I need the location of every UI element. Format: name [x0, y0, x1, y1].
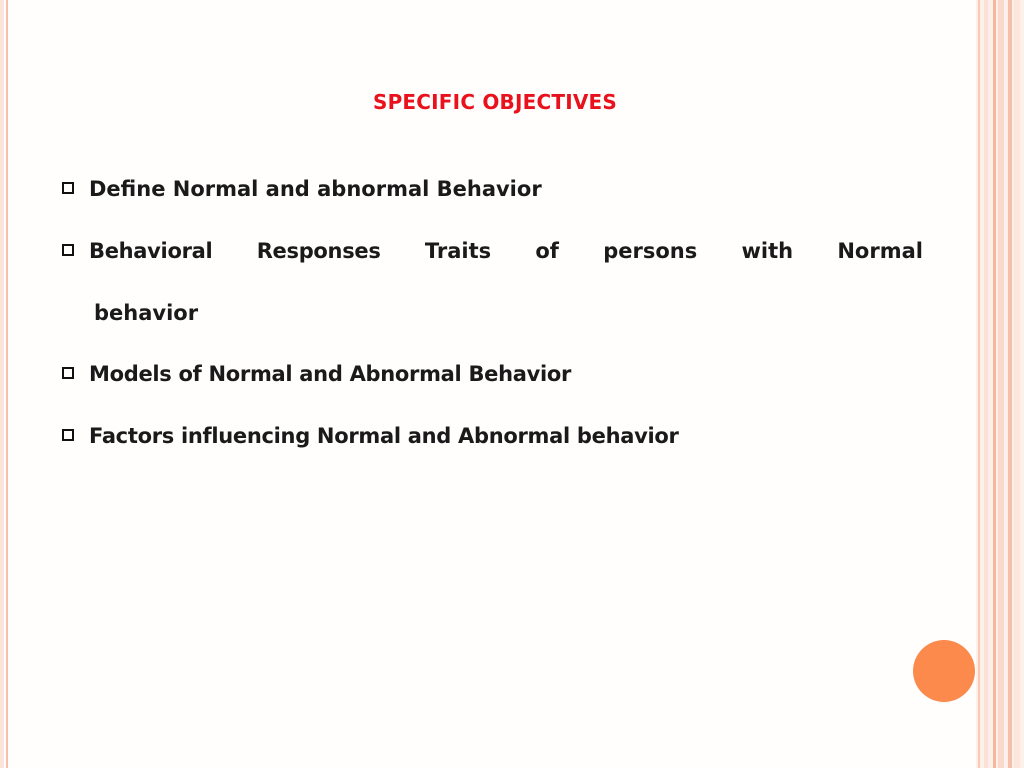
right-border-stripe — [984, 0, 988, 768]
bullet-word: Behavioral — [89, 239, 213, 263]
right-border-stripe — [998, 0, 1004, 768]
right-border-stripe — [1014, 0, 1020, 768]
bullet-text: Factors influencing Normal and Abnormal behavior — [89, 424, 679, 448]
bullet-word: Normal — [837, 239, 923, 263]
bullet-item — [62, 176, 542, 202]
left-border-stripe — [6, 0, 8, 768]
checkbox-square-icon — [62, 429, 74, 441]
bullet-item — [62, 423, 679, 449]
right-border-stripe — [978, 0, 980, 768]
decorative-circle — [913, 640, 975, 702]
bullet-word: Responses — [256, 239, 381, 263]
left-border-stripe — [0, 0, 4, 768]
bullet-text-justified — [89, 238, 923, 264]
bullet-word: of — [535, 239, 559, 263]
bullet-text: Models of Normal and Abnormal Behavior — [89, 362, 572, 386]
checkbox-square-icon — [62, 182, 74, 194]
bullet-continuation: behavior — [94, 301, 199, 325]
slide-title: SPECIFIC OBJECTIVES — [372, 90, 618, 114]
bullet-item — [62, 361, 571, 387]
right-border-stripe — [993, 0, 996, 768]
bullet-word: persons — [603, 239, 698, 263]
right-border-stripe — [1008, 0, 1012, 768]
checkbox-square-icon — [62, 367, 74, 379]
checkbox-square-icon — [62, 244, 74, 256]
bullet-text: Define Normal and abnormal Behavior — [89, 177, 542, 201]
bullet-word: with — [741, 239, 794, 263]
bullet-word: Traits — [424, 239, 492, 263]
bullet-item — [62, 238, 923, 264]
